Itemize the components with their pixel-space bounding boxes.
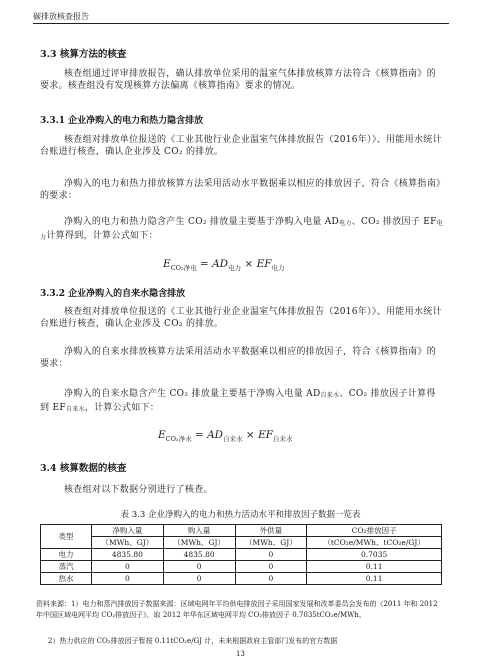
section-3-3-1-para1: 核查组对排放单位报送的《工业其他行业企业温室气体排放报告（2016年）》、用能用水统计台账进行核查，确认企业涉及 CO₂ 的排放。 <box>40 135 442 157</box>
emission-factor-table <box>40 524 442 585</box>
section-3-3-2-para2: 净购入的自来水排放核算方法采用活动水平数据乘以相应的排放因子，符合《核算指南》的要求： <box>40 347 437 369</box>
section-3-3-1-para3: 净购入的电力和热力隐含产生 CO₂ 排放量主要基于净购入电量 AD电力、CO₂ 排放因子 EF电力计算得到，计算公式如下： <box>40 217 444 241</box>
table-header-type: 类型 <box>41 525 92 549</box>
section-3-3-intro: 核查组通过评审排放报告，确认排放单位采用的温室气体排放核算方法符合《核算指南》的要求。核查组没有发现核算方法偏离《核算指南》要求的情况。 <box>40 69 437 91</box>
table-header-factor-unit: （tCO₂e/MWh、tCO₂e/GJ） <box>307 537 442 549</box>
section-3-4-intro: 核查组对以下数据分别进行了核查。 <box>64 485 213 495</box>
table-source-note-2: 2）热力供应的 CO₂排放因子暂按 0.11tCO₂e/GJ 计，未来根据政府主管部门发布的官方数据 <box>48 637 338 645</box>
table-row: 电力 4835.80 4835.80 0 0.7035 <box>41 549 442 561</box>
section-3-3-2-para1: 核查组对排放单位报送的《工业其他行业企业温室气体排放报告（2016年）》、用能用水统计台账进行核查，确认企业涉及 CO₂ 的排放。 <box>40 307 442 329</box>
section-3-3-1-para2: 净购入的电力和热力排放核算方法采用活动水平数据乘以相应的排放因子，符合《核算指南》的要求： <box>40 179 441 201</box>
table-row: 蒸汽 0 0 0 0.11 <box>41 561 442 573</box>
table-source-note-1: 资料来源：1）电力和蒸汽排放因子数据来源：区域电网年平均供电排放因子采用国家发展和改革委员会发布的《2011 年和 2012 年中国区域电网平均 CO₂排放因子》，取 2012 年华东区域电网平均 CO₂排放因子 0.7035tCO₂e/MWh。 <box>36 600 438 619</box>
section-3-3-1-heading: 3.3.1 企业净购入的电力和热力隐含排放 <box>40 116 204 126</box>
formula-electricity: $E_{CO_2净电} = AD_{电力} \times EF_{电力}$ <box>163 258 285 273</box>
table-row: 热水 0 0 0 0.11 <box>41 573 442 585</box>
section-3-3-2-heading: 3.3.2 企业净购入的自来水隐含排放 <box>40 289 186 299</box>
section-3-4-heading: 3.4 核算数据的核查 <box>40 463 127 474</box>
table-header-purchased: 购入量 <box>163 525 235 537</box>
formula-tap-water: $E_{CO_2净水} = AD_{自来水} \times EF_{自来水}$ <box>158 429 293 444</box>
table-header-supplied-unit: （MWh、GJ） <box>235 537 307 549</box>
table-header-factor: CO₂排放因子 <box>307 525 442 537</box>
running-header: 碳排放核查报告 <box>33 12 89 21</box>
section-3-3-2-para3: 净购入的自来水隐含产生 CO₂ 排放量主要基于净购入电量 AD自来水、CO₂ 排放因子计算得到 EF自来水，计算公式如下： <box>40 389 436 413</box>
table-header-supplied: 外供量 <box>235 525 307 537</box>
section-3-3-heading: 3.3 核算方法的核查 <box>40 49 127 60</box>
table-header-net: 净购入量 <box>92 525 164 537</box>
page-number: 13 <box>236 650 245 658</box>
table-header-purchased-unit: （MWh、GJ） <box>163 537 235 549</box>
table-header-net-unit: （MWh、GJ） <box>92 537 164 549</box>
table-caption: 表 3.3 企业净购入的电力和热力活动水平和排放因子数据一览表 <box>120 510 361 520</box>
header-divider <box>33 23 449 24</box>
